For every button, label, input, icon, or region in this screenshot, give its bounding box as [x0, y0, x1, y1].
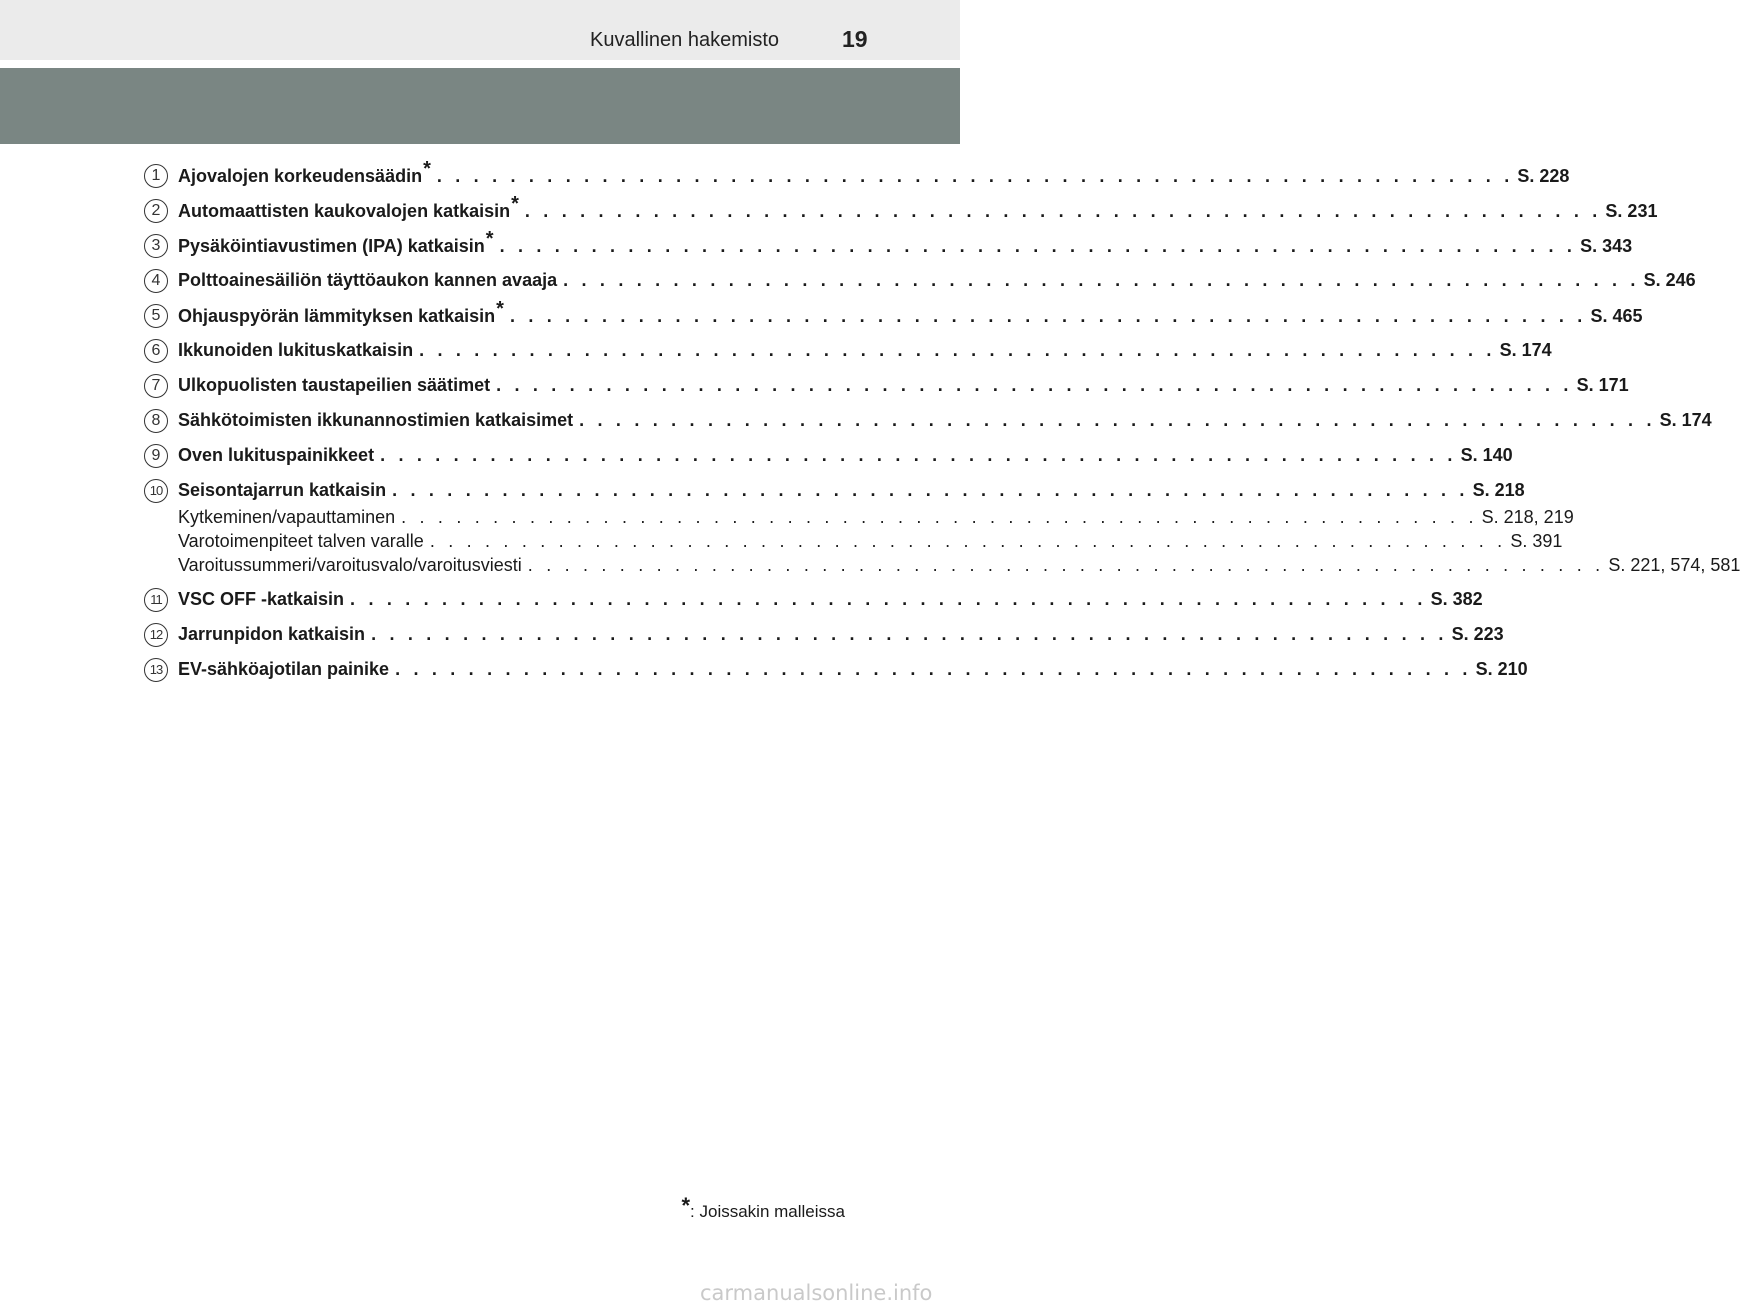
entry-number-badge: 2: [144, 199, 168, 223]
entry-page-ref[interactable]: S. 171: [1576, 375, 1629, 395]
sub-entry-page-ref[interactable]: S. 391: [1510, 531, 1563, 551]
entry-label: Automaattisten kaukovalojen katkaisin: [178, 201, 511, 221]
watermark: carmanualsonline.info: [700, 1281, 933, 1305]
entry-label: Oven lukituspainikkeet: [178, 445, 375, 465]
entry-label: Ulkopuolisten taustapeilien säätimet: [178, 375, 491, 395]
entry-line: [178, 270, 1696, 291]
entry-line: [178, 480, 1525, 501]
entry-page-ref[interactable]: S. 228: [1517, 166, 1570, 186]
header-strip: [0, 0, 960, 60]
footnote: [681, 1193, 845, 1223]
optional-star: *: [485, 228, 494, 250]
entry-label: Pysäköintiavustimen (IPA) katkaisin: [178, 236, 485, 256]
entry-number-badge: 9: [144, 444, 168, 468]
sub-entry-label: Kytkeminen/vapauttaminen: [178, 507, 396, 527]
entry-number-badge: 3: [144, 234, 168, 258]
dot-leader: . . . . . . . . . . . . . . . . . . . . . . . . . . . . . . . . . . . . . . . . . . . . . . . . . . . . . . . . . . .: [499, 236, 1577, 256]
entry-page-ref[interactable]: S. 140: [1460, 445, 1513, 465]
entry-number-badge: 13: [144, 658, 168, 682]
entry-label: Ikkunoiden lukituskatkaisin: [178, 340, 414, 360]
optional-star: *: [496, 298, 504, 320]
entry-line: [178, 624, 1504, 645]
image-band: [0, 68, 960, 144]
entry-page-ref[interactable]: S. 223: [1451, 624, 1504, 644]
dot-leader: . . . . . . . . . . . . . . . . . . . . . . . . . . . . . . . . . . . . . . . . . . . . . . . . . . . . . . . . . . .: [563, 270, 1640, 290]
sub-entry-label: Varoitussummeri/varoitusvalo/varoitusviesti: [178, 555, 522, 575]
sub-entry-page-ref[interactable]: S. 221, 574, 581: [1608, 555, 1740, 575]
entry-label: EV-sähköajotilan painike: [178, 659, 390, 679]
entry-line: [178, 410, 1712, 431]
footnote-star: *: [681, 1193, 691, 1218]
entry-page-ref[interactable]: S. 231: [1605, 201, 1658, 221]
entry-line: [178, 298, 1643, 328]
entry-page-ref[interactable]: S. 465: [1590, 306, 1643, 326]
entry-page-ref[interactable]: S. 343: [1580, 236, 1633, 256]
dot-leader: . . . . . . . . . . . . . . . . . . . . . . . . . . . . . . . . . . . . . . . . . . . . . . . . . . . . . . . . . . .: [579, 410, 1656, 430]
dot-leader: . . . . . . . . . . . . . . . . . . . . . . . . . . . . . . . . . . . . . . . . . . . . . . . . . . . . . . . . . . .: [401, 507, 1478, 527]
sub-entry-line: [178, 555, 1740, 576]
section-title: Kuvallinen hakemisto: [590, 29, 779, 51]
dot-leader: . . . . . . . . . . . . . . . . . . . . . . . . . . . . . . . . . . . . . . . . . . . . . . . . . . . . . . . . . . .: [350, 589, 1427, 609]
entry-label: Sähkötoimisten ikkunannostimien katkaisimet: [178, 410, 574, 430]
entry-number-badge: 5: [144, 304, 168, 328]
entry-number-badge: 4: [144, 269, 168, 293]
dot-leader: . . . . . . . . . . . . . . . . . . . . . . . . . . . . . . . . . . . . . . . . . . . . . . . . . . . . . . . . . . .: [371, 624, 1448, 644]
dot-leader: . . . . . . . . . . . . . . . . . . . . . . . . . . . . . . . . . . . . . . . . . . . . . . . . . . . . . . . . . . .: [496, 375, 1573, 395]
entry-number-badge: 6: [144, 339, 168, 363]
footnote-text: : Joissakin malleissa: [690, 1202, 845, 1221]
entry-line: [178, 340, 1552, 361]
entry-number-badge: 1: [144, 164, 168, 188]
entry-number-badge: 8: [144, 409, 168, 433]
sub-entry-line: [178, 507, 1574, 528]
sub-entry-label: Varotoimenpiteet talven varalle: [178, 531, 424, 551]
entry-number-badge: 12: [144, 623, 168, 647]
page-number: 19: [842, 26, 868, 52]
dot-leader: . . . . . . . . . . . . . . . . . . . . . . . . . . . . . . . . . . . . . . . . . . . . . . . . . . . . . . . . . . .: [527, 555, 1605, 575]
entry-page-ref[interactable]: S. 210: [1475, 659, 1528, 679]
entry-page-ref[interactable]: S. 174: [1659, 410, 1712, 430]
dot-leader: . . . . . . . . . . . . . . . . . . . . . . . . . . . . . . . . . . . . . . . . . . . . . . . . . . . . . . . . . . .: [509, 306, 1587, 326]
entry-line: [178, 228, 1633, 258]
entry-line: [178, 375, 1629, 396]
dot-leader: . . . . . . . . . . . . . . . . . . . . . . . . . . . . . . . . . . . . . . . . . . . . . . . . . . . . . . . . . . .: [380, 445, 1457, 465]
dot-leader: . . . . . . . . . . . . . . . . . . . . . . . . . . . . . . . . . . . . . . . . . . . . . . . . . . . . . . . . . . .: [524, 201, 1602, 221]
entry-line: [178, 659, 1528, 680]
entry-line: [178, 158, 1570, 188]
entry-label: VSC OFF -katkaisin: [178, 589, 345, 609]
optional-star: *: [423, 158, 431, 180]
entry-label: Ajovalojen korkeudensäädin: [178, 166, 423, 186]
entry-page-ref[interactable]: S. 382: [1430, 589, 1483, 609]
entry-number-badge: 10: [144, 479, 168, 503]
entry-number-badge: 7: [144, 374, 168, 398]
entry-line: [178, 193, 1658, 223]
dot-leader: . . . . . . . . . . . . . . . . . . . . . . . . . . . . . . . . . . . . . . . . . . . . . . . . . . . . . . . . . . .: [392, 480, 1469, 500]
entry-label: Ohjauspyörän lämmityksen katkaisin: [178, 306, 496, 326]
entry-label: Seisontajarrun katkaisin: [178, 480, 387, 500]
entry-label: Polttoainesäiliön täyttöaukon kannen avaaja: [178, 270, 558, 290]
entry-number-badge: 11: [144, 588, 168, 612]
dot-leader: . . . . . . . . . . . . . . . . . . . . . . . . . . . . . . . . . . . . . . . . . . . . . . . . . . . . . . . . . . .: [419, 340, 1496, 360]
entry-page-ref[interactable]: S. 174: [1499, 340, 1552, 360]
dot-leader: . . . . . . . . . . . . . . . . . . . . . . . . . . . . . . . . . . . . . . . . . . . . . . . . . . . . . . . . . . .: [429, 531, 1507, 551]
optional-star: *: [511, 193, 519, 215]
entry-label: Jarrunpidon katkaisin: [178, 624, 366, 644]
dot-leader: . . . . . . . . . . . . . . . . . . . . . . . . . . . . . . . . . . . . . . . . . . . . . . . . . . . . . . . . . . .: [436, 166, 1514, 186]
sub-entry-line: [178, 531, 1563, 552]
entry-page-ref[interactable]: S. 246: [1643, 270, 1696, 290]
entry-line: [178, 589, 1483, 610]
entry-page-ref[interactable]: S. 218: [1472, 480, 1525, 500]
sub-entry-page-ref[interactable]: S. 218, 219: [1481, 507, 1574, 527]
dot-leader: . . . . . . . . . . . . . . . . . . . . . . . . . . . . . . . . . . . . . . . . . . . . . . . . . . . . . . . . . . .: [395, 659, 1472, 679]
entry-line: [178, 445, 1513, 466]
